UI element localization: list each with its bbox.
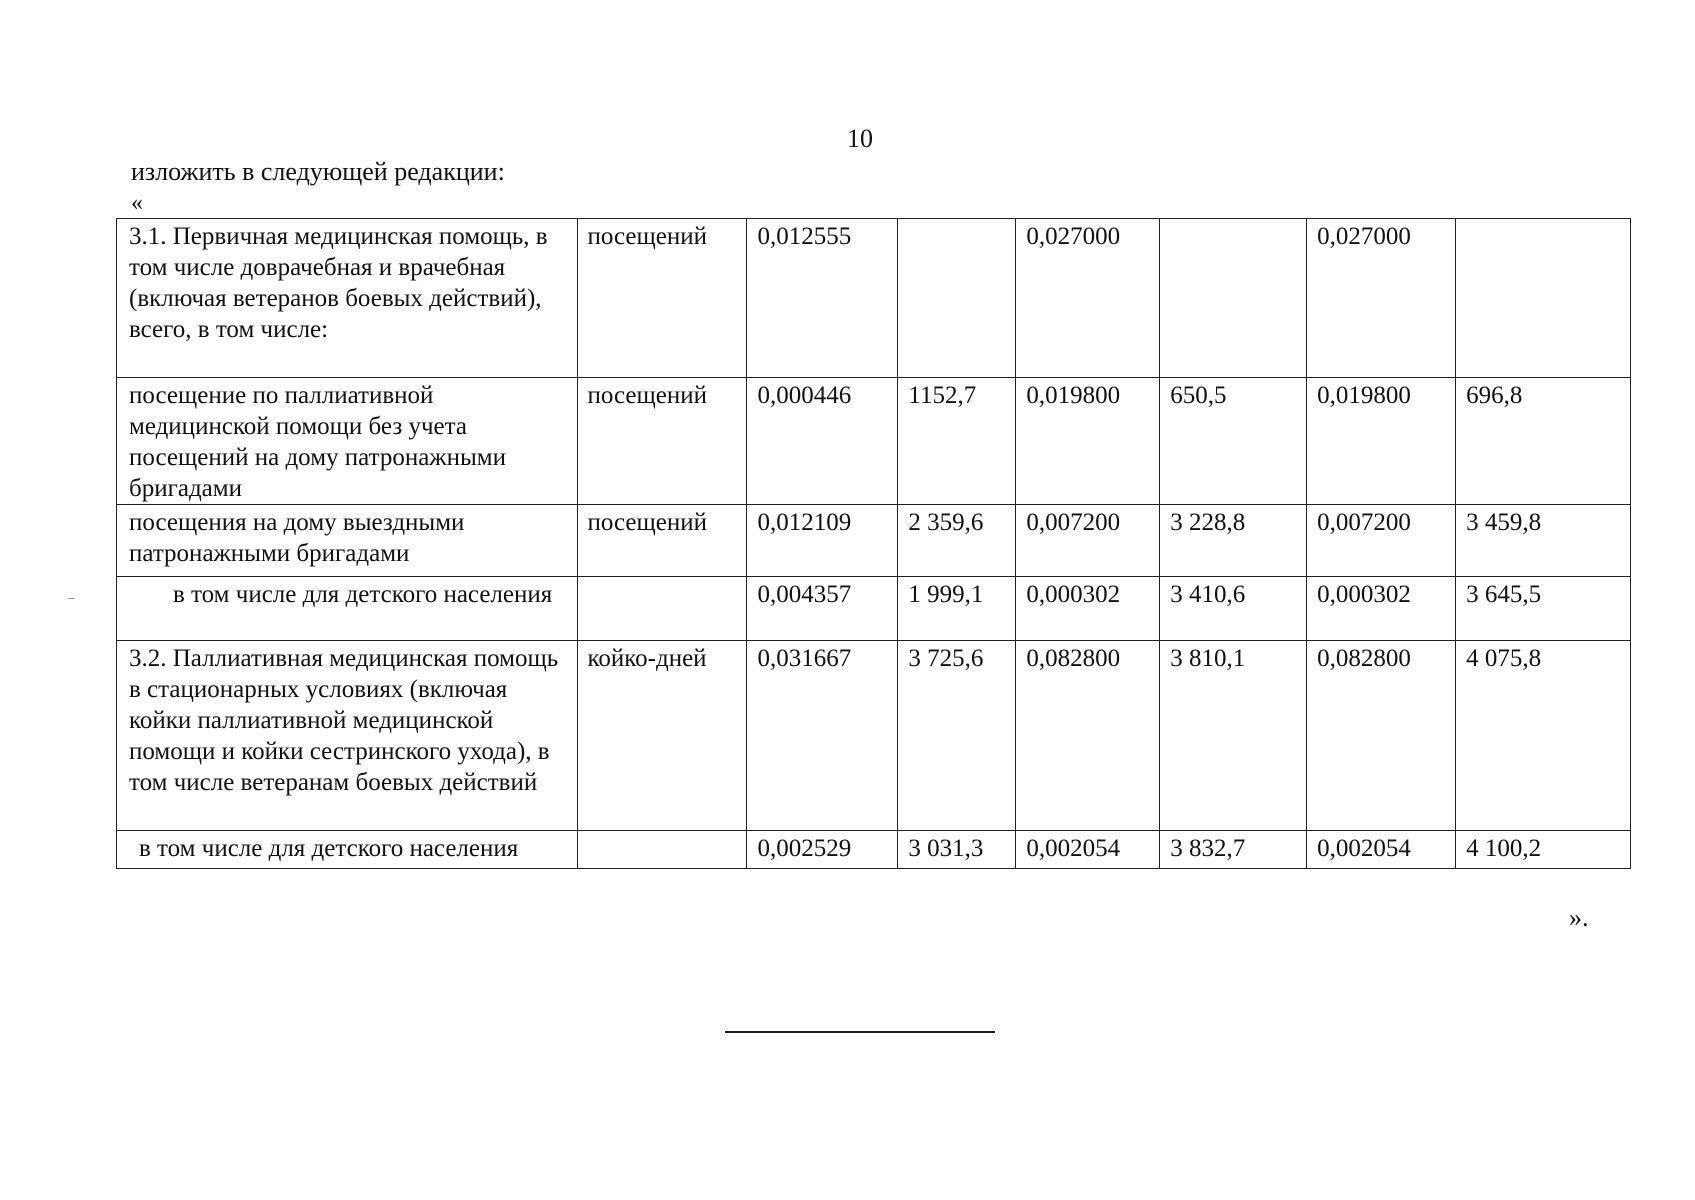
intro-text: изложить в следующей редакции: <box>131 157 505 186</box>
value-cell: 0,007200 <box>1016 505 1160 577</box>
table-row <box>117 378 1631 505</box>
value-cell: 0,031667 <box>747 641 898 831</box>
value-cell: 3 459,8 <box>1456 505 1631 577</box>
value-cell: 3 810,1 <box>1160 641 1307 831</box>
value-cell: 0,002529 <box>747 831 898 869</box>
value-cell: 3 410,6 <box>1160 577 1307 641</box>
unit-cell <box>577 577 747 641</box>
value-cell <box>898 219 1016 378</box>
table-row <box>117 505 1631 577</box>
value-cell: 0,000446 <box>747 378 898 505</box>
unit-cell <box>577 831 747 869</box>
value-cell: 0,002054 <box>1016 831 1160 869</box>
value-cell: 0,000302 <box>1307 577 1456 641</box>
value-cell: 0,012555 <box>747 219 898 378</box>
unit-cell: посещений <box>577 378 747 505</box>
unit-cell: посещений <box>577 505 747 577</box>
value-cell: 3 228,8 <box>1160 505 1307 577</box>
tariff-table <box>116 218 1631 869</box>
value-cell: 4 100,2 <box>1456 831 1631 869</box>
footnote-separator <box>725 1031 995 1033</box>
value-cell: 0,082800 <box>1016 641 1160 831</box>
value-cell: 3 725,6 <box>898 641 1016 831</box>
value-cell <box>1456 219 1631 378</box>
value-cell: 0,019800 <box>1016 378 1160 505</box>
value-cell: 1152,7 <box>898 378 1016 505</box>
closing-quote: ». <box>1569 903 1589 932</box>
value-cell: 0,027000 <box>1307 219 1456 378</box>
value-cell: 0,019800 <box>1307 378 1456 505</box>
value-cell: 0,007200 <box>1307 505 1456 577</box>
table-row <box>117 577 1631 641</box>
value-cell: 0,002054 <box>1307 831 1456 869</box>
value-cell: 3 832,7 <box>1160 831 1307 869</box>
value-cell: 0,082800 <box>1307 641 1456 831</box>
value-cell: 1 999,1 <box>898 577 1016 641</box>
value-cell <box>1160 219 1307 378</box>
margin-mark <box>68 598 75 599</box>
page-number: 10 <box>847 124 873 153</box>
value-cell: 4 075,8 <box>1456 641 1631 831</box>
value-cell: 3 031,3 <box>898 831 1016 869</box>
value-cell: 0,027000 <box>1016 219 1160 378</box>
value-cell: 3 645,5 <box>1456 577 1631 641</box>
row-name: 3.1. Первичная медицинская помощь, в том числе доврачебная и врачебная (включая ветеранов боевых действий), всего, в том числе: <box>117 219 578 378</box>
row-name: в том числе для детского населения <box>117 831 578 869</box>
table-row <box>117 641 1631 831</box>
unit-cell: посещений <box>577 219 747 378</box>
row-name: в том числе для детского населения <box>117 577 578 641</box>
value-cell: 0,012109 <box>747 505 898 577</box>
unit-cell: койко-дней <box>577 641 747 831</box>
value-cell: 650,5 <box>1160 378 1307 505</box>
value-cell: 2 359,6 <box>898 505 1016 577</box>
row-name: посещения на дому выездными патронажными бригадами <box>117 505 578 577</box>
value-cell: 696,8 <box>1456 378 1631 505</box>
row-name: 3.2. Паллиативная медицинская помощь в стационарных условиях (включая койки паллиативной медицинской помощи и койки сестринского ухода), в том числе ветеранам боевых действий <box>117 641 578 831</box>
value-cell: 0,000302 <box>1016 577 1160 641</box>
table-row <box>117 219 1631 378</box>
table-row <box>117 831 1631 869</box>
value-cell: 0,004357 <box>747 577 898 641</box>
opening-quote: « <box>131 190 143 216</box>
row-name: посещение по паллиативной медицинской помощи без учета посещений на дому патронажными бригадами <box>117 378 578 505</box>
